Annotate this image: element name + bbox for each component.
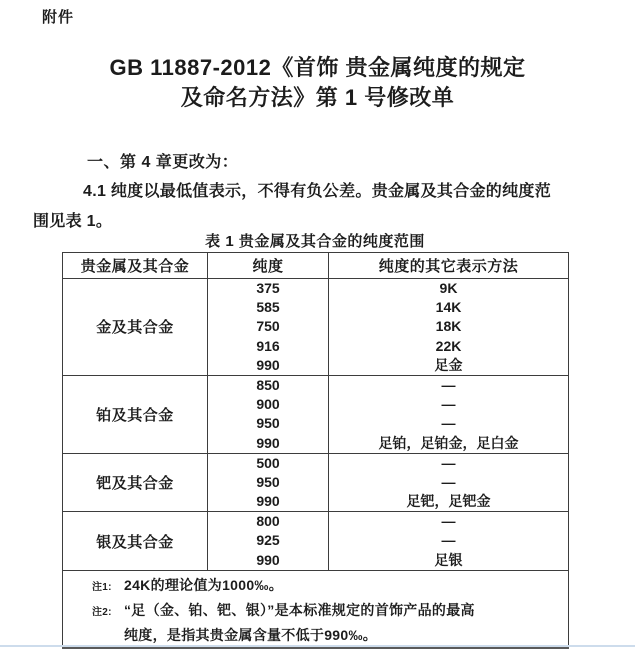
note-1 [92, 574, 560, 599]
purity-cell-silver [208, 512, 329, 571]
other-value: 22K [435, 337, 462, 354]
purity-value: 375 [256, 280, 280, 296]
other-value: — [441, 473, 456, 490]
other-value: 18K [435, 318, 462, 335]
clause-text-line2: 围见表 1。 [33, 213, 113, 230]
purity-value: 900 [256, 396, 280, 413]
other-value: 足钯，足钯金 [406, 493, 491, 510]
purity-value: 750 [256, 318, 280, 335]
other-value: 9K [439, 280, 458, 296]
purity-value: 990 [256, 434, 280, 451]
note-1-prefix: 注1: [92, 581, 112, 593]
document-title-line1: GB 11887-2012《首饰 贵金属纯度的规定 [109, 55, 526, 80]
notes-cell [63, 570, 569, 648]
section-heading: 一、第 4 章更改为： [87, 154, 239, 171]
purity-table [62, 252, 569, 649]
other-value: — [441, 513, 456, 530]
purity-value: 925 [256, 532, 280, 549]
purity-value: 950 [256, 415, 280, 432]
purity-value: 916 [256, 337, 280, 354]
metal-cell-gold: 金及其合金 [63, 279, 208, 376]
other-value: 足铂，足铂金，足白金 [378, 434, 519, 451]
other-cell-palladium [329, 453, 569, 512]
table-row-platinum [63, 375, 569, 453]
other-value: — [441, 532, 456, 549]
purity-value: 990 [256, 551, 280, 568]
purity-value: 990 [256, 356, 280, 373]
table-row-palladium [63, 453, 569, 512]
header-other: 纯度的其它表示方法 [329, 253, 569, 279]
other-cell-silver [329, 512, 569, 571]
purity-cell-gold [208, 279, 329, 376]
other-value: — [441, 454, 456, 471]
other-value: 足银 [434, 551, 463, 568]
metal-cell-palladium: 钯及其合金 [63, 453, 208, 512]
other-value: — [441, 396, 456, 413]
table-caption: 表 1 贵金属及其合金的纯度范围 [205, 233, 425, 250]
purity-value: 850 [256, 376, 280, 393]
purity-value: 950 [256, 473, 280, 490]
other-cell-gold [329, 279, 569, 376]
other-value: — [441, 415, 456, 432]
purity-value: 585 [256, 299, 280, 316]
metal-cell-platinum: 铂及其合金 [63, 375, 208, 453]
header-purity: 纯度 [208, 253, 329, 279]
note-1-text: 24K的理论值为1000‰。 [124, 576, 284, 593]
note-2 [92, 599, 560, 624]
clause-text-line1: 4.1 纯度以最低值表示，不得有负公差。贵金属及其合金的纯度范 [83, 183, 551, 200]
document-title-line2: 及命名方法》第 1 号修改单 [180, 85, 455, 110]
table-row-silver [63, 512, 569, 571]
table-notes-row [63, 570, 569, 648]
purity-value: 500 [256, 454, 280, 471]
other-value: — [441, 376, 456, 393]
purity-cell-palladium [208, 453, 329, 512]
purity-cell-platinum [208, 375, 329, 453]
other-value: 足金 [434, 356, 463, 373]
other-cell-platinum [329, 375, 569, 453]
purity-value: 990 [256, 493, 280, 510]
document-title [0, 53, 635, 113]
attachment-label: 附件 [42, 9, 75, 26]
other-value: 14K [435, 299, 462, 316]
note-2-continuation: 纯度，是指其贵金属含量不低于990‰。 [124, 626, 378, 643]
viewer-bottom-divider [0, 645, 635, 647]
purity-value: 800 [256, 513, 280, 530]
header-metal: 贵金属及其合金 [63, 253, 208, 279]
metal-cell-silver: 银及其合金 [63, 512, 208, 571]
table-row-gold [63, 279, 569, 376]
note-2-text: “足（金、铂、钯、银）”是本标准规定的首饰产品的最高 [124, 601, 475, 618]
table-header-row [63, 253, 569, 279]
note-2-prefix: 注2: [92, 606, 112, 618]
